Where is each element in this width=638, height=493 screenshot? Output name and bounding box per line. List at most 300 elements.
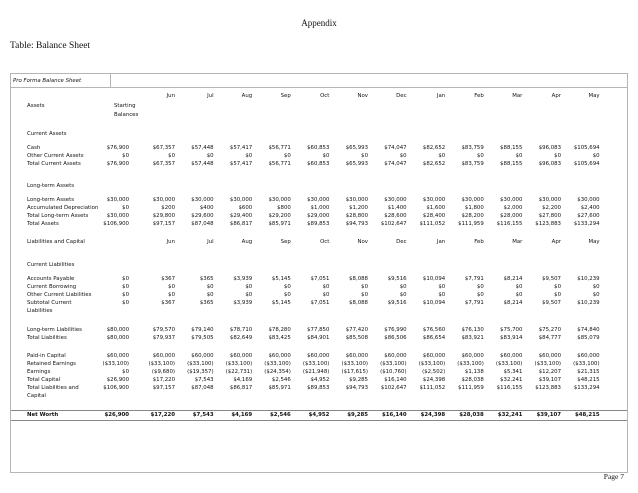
value-cell: $0 [361,153,368,159]
value-cell: $29,400 [229,213,253,219]
value-cell: $67,357 [152,145,175,151]
value-cell: $116,155 [496,385,523,391]
value-cell: $0 [438,284,446,290]
value-cell: ($33,100) [148,361,175,367]
table-row [11,160,627,168]
value-cell: $97,157 [152,221,175,227]
month-header: Aug [241,239,253,245]
value-cell: $82,652 [422,161,446,167]
value-cell: $133,294 [573,221,600,227]
value-cell: $111,052 [419,221,446,227]
value-cell: $0 [168,153,175,159]
value-cell: $85,079 [577,335,600,341]
row-label: Accounts Payable [27,276,75,282]
value-cell: ($9,680) [151,369,175,375]
value-cell: $0 [592,292,600,298]
month-header: Mar [512,239,523,245]
value-cell: $1,600 [426,205,446,211]
value-cell: $8,088 [349,276,368,282]
liabilities-capital-header-label: Liabilities and Capital [27,239,85,245]
value-cell: $0 [168,284,175,290]
value-cell: $367 [161,300,175,306]
value-cell: $24,398 [422,377,446,383]
value-cell: $84,901 [307,335,330,341]
value-cell: $0 [361,284,368,290]
month-header: Jan [436,93,446,99]
value-cell: $0 [476,292,484,298]
month-header: Apr [551,239,561,245]
value-cell: $30,000 [152,197,175,203]
value-cell: $7,051 [310,300,330,306]
value-cell: ($21,948) [302,369,330,375]
value-cell: $60,000 [152,353,175,359]
month-header: May [588,239,600,245]
value-cell: $0 [245,153,253,159]
value-cell: $2,000 [503,205,523,211]
value-cell: $96,083 [538,145,561,151]
value-cell: $60,000 [461,353,484,359]
value-cell: $2,200 [542,205,561,211]
value-cell: $65,993 [345,145,368,151]
row-label-continued: Capital [27,393,46,399]
value-cell: $7,051 [310,276,330,282]
row-label: Cash [27,145,41,151]
value-cell: $9,516 [387,276,407,282]
table-row [11,376,627,384]
value-cell: $0 [399,292,407,298]
value-cell: $123,883 [535,385,561,391]
value-cell: $800 [277,205,291,211]
month-header: Jun [166,239,175,245]
starting-balance-cell: $60,000 [106,353,129,359]
table-row [11,410,627,421]
value-cell: $9,285 [347,412,368,418]
value-cell: $1,138 [464,369,484,375]
value-cell: $5,145 [271,300,291,306]
value-cell: $10,239 [577,276,600,282]
month-header: Oct [320,239,330,245]
value-cell: $57,448 [191,161,214,167]
value-cell: $0 [168,292,175,298]
value-cell: $0 [322,292,330,298]
value-cell: ($33,100) [264,361,291,367]
table-row [11,360,627,368]
value-cell: $0 [476,284,484,290]
table-row [11,326,627,334]
value-cell: ($33,100) [495,361,523,367]
value-cell: $0 [283,292,291,298]
row-label: Total Long-term Assets [27,213,89,219]
starting-balance-cell: $0 [122,153,129,159]
value-cell: $79,140 [191,327,214,333]
row-label: Total Assets [27,221,59,227]
value-cell: $123,883 [535,221,561,227]
value-cell: $0 [361,292,368,298]
value-cell: $8,088 [349,300,368,306]
value-cell: $94,793 [345,385,368,391]
table-row [11,220,627,228]
value-cell: $7,791 [464,276,484,282]
value-cell: $94,793 [345,221,368,227]
value-cell: $28,038 [461,377,484,383]
row-label: Other Current Liabilities [27,292,92,298]
month-header: Dec [396,239,407,245]
value-cell: $1,200 [349,205,368,211]
value-cell: $29,200 [268,213,291,219]
value-cell: $30,000 [500,197,523,203]
value-cell: $400 [199,205,214,211]
current-assets-header-label: Current Assets [27,131,67,137]
value-cell: $0 [322,284,330,290]
value-cell: $60,000 [500,353,523,359]
value-cell: $105,694 [573,145,600,151]
table-row [11,299,627,314]
table-row [11,368,627,376]
value-cell: $102,647 [380,385,407,391]
value-cell: $29,000 [307,213,330,219]
value-cell: $4,169 [233,377,253,383]
value-cell: $0 [245,284,253,290]
starting-balance-cell: $0 [122,300,129,306]
starting-balance-cell: ($33,100) [102,361,129,367]
value-cell: $30,000 [577,197,600,203]
value-cell: $4,169 [231,412,253,418]
row-label: Total Current Assets [27,161,81,167]
table-row [11,334,627,342]
value-cell: $83,921 [461,335,484,341]
value-cell: $1,000 [310,205,330,211]
value-cell: $74,840 [577,327,600,333]
liabilities-capital-header [11,238,627,246]
month-header: Jul [207,93,214,99]
value-cell: $60,000 [577,353,600,359]
value-cell: $1,800 [464,205,484,211]
value-cell: $30,000 [422,197,446,203]
row-label-continued: Liabilities [27,308,53,314]
value-cell: $29,800 [152,213,175,219]
value-cell: $96,083 [538,161,561,167]
value-cell: $116,155 [496,221,523,227]
value-cell: $57,448 [191,145,214,151]
value-cell: $0 [592,284,600,290]
value-cell: $0 [515,292,523,298]
value-cell: $2,400 [580,205,600,211]
value-cell: $0 [438,292,446,298]
starting-balance-cell: $80,000 [106,335,129,341]
row-label: Current Borrowing [27,284,77,290]
month-header: Feb [474,239,484,245]
month-header: Oct [320,93,330,99]
value-cell: $56,771 [268,145,291,151]
current-liabilities-header [11,261,627,269]
row-label: Retained Earnings [27,361,76,367]
value-cell: ($19,357) [187,369,214,375]
row-label: Subtotal Current [27,300,72,306]
value-cell: $28,600 [384,213,407,219]
value-cell: ($33,100) [341,361,368,367]
value-cell: $88,155 [500,145,523,151]
value-cell: $28,038 [459,412,484,418]
assets-header [11,102,627,118]
value-cell: $0 [399,284,407,290]
value-cell: $5,145 [271,276,291,282]
value-cell: $60,000 [191,353,214,359]
value-cell: ($33,100) [225,361,253,367]
value-cell: $0 [283,153,291,159]
value-cell: $60,000 [384,353,407,359]
value-cell: $77,850 [307,327,330,333]
table-row [11,204,627,212]
month-header: Mar [512,93,523,99]
value-cell: $7,543 [192,412,214,418]
month-header: Apr [551,93,561,99]
value-cell: ($2,502) [422,369,446,375]
value-cell: $76,990 [384,327,407,333]
value-cell: $10,094 [422,300,446,306]
value-cell: $32,241 [497,412,523,418]
value-cell: $78,710 [229,327,253,333]
value-cell: $365 [199,300,214,306]
value-cell: $67,357 [152,161,175,167]
starting-balance-cell: $0 [122,276,129,282]
value-cell: $30,000 [538,197,561,203]
value-cell: $84,777 [538,335,561,341]
value-cell: $86,817 [229,385,253,391]
starting-balance-cell: $26,900 [104,412,129,418]
value-cell: $8,214 [503,300,523,306]
value-cell: $48,215 [577,377,600,383]
value-cell: $65,993 [345,161,368,167]
value-cell: $30,000 [229,197,253,203]
table-row [11,291,627,299]
value-cell: $30,000 [307,197,330,203]
value-cell: $30,000 [268,197,291,203]
value-cell: $0 [554,292,561,298]
frame-title-text: Pro Forma Balance Sheet [13,78,82,84]
value-cell: ($33,100) [418,361,446,367]
value-cell: $30,000 [191,197,214,203]
value-cell: $367 [161,276,175,282]
starting-balance-cell: $30,000 [106,213,129,219]
frame-title [11,74,627,88]
value-cell: $77,420 [345,327,368,333]
months-header-row [11,92,627,100]
value-cell: $56,771 [268,161,291,167]
value-cell: $0 [515,153,523,159]
value-cell: $0 [206,153,214,159]
table-row [11,384,627,399]
row-label: Other Current Assets [27,153,84,159]
value-cell: $82,652 [422,145,446,151]
value-cell: $89,853 [307,221,330,227]
value-cell: $39,107 [536,412,561,418]
value-cell: $78,280 [268,327,291,333]
value-cell: $16,140 [384,377,407,383]
value-cell: $88,155 [500,161,523,167]
table-row [11,352,627,360]
value-cell: $9,516 [387,300,407,306]
value-cell: $12,207 [538,369,561,375]
value-cell: $89,853 [307,385,330,391]
value-cell: $30,000 [345,197,368,203]
value-cell: $0 [245,292,253,298]
value-cell: $9,285 [349,377,368,383]
value-cell: $48,215 [575,412,600,418]
current-liabilities-header-label: Current Liabilities [27,262,75,268]
value-cell: $111,959 [458,385,484,391]
row-label: Net Worth [27,412,59,418]
value-cell: $10,094 [422,276,446,282]
value-cell: $365 [199,276,214,282]
month-header: Aug [241,93,253,99]
value-cell: $79,505 [191,335,214,341]
value-cell: $85,971 [268,385,291,391]
value-cell: $97,157 [152,385,175,391]
value-cell: $21,315 [577,369,600,375]
value-cell: ($24,354) [264,369,291,375]
value-cell: $75,700 [500,327,523,333]
row-label: Long-term Assets [27,197,75,203]
value-cell: ($33,100) [380,361,407,367]
value-cell: $10,239 [577,300,600,306]
value-cell: $17,220 [152,377,175,383]
value-cell: $28,000 [500,213,523,219]
value-cell: $0 [592,153,600,159]
starting-balances-label: Balances [114,112,139,118]
value-cell: $28,400 [422,213,446,219]
value-cell: $60,000 [538,353,561,359]
value-cell: $27,800 [538,213,561,219]
value-cell: $111,959 [458,221,484,227]
value-cell: $0 [476,153,484,159]
value-cell: ($33,100) [187,361,214,367]
table-row [11,152,627,160]
value-cell: $83,914 [500,335,523,341]
month-header: Nov [357,93,368,99]
value-cell: $76,130 [461,327,484,333]
value-cell: $82,649 [229,335,253,341]
month-header: Jan [436,239,446,245]
month-header: Jun [166,93,175,99]
month-header: Nov [357,239,368,245]
current-assets-header [11,130,627,138]
value-cell: $74,047 [384,161,407,167]
table-row [11,144,627,152]
value-cell: $0 [206,292,214,298]
value-cell: $83,759 [461,145,484,151]
starting-balance-cell: $0 [122,284,129,290]
row-label: Paid-in Capital [27,353,66,359]
starting-balance-cell: $0 [122,369,129,375]
row-label: Total Liabilities [27,335,67,341]
value-cell: $86,817 [229,221,253,227]
table-row [11,196,627,204]
value-cell: $200 [161,205,175,211]
value-cell: $8,214 [503,276,523,282]
row-label: Earnings [27,369,51,375]
page-number: Page 7 [603,472,624,481]
value-cell: $28,200 [461,213,484,219]
value-cell: $16,140 [382,412,407,418]
value-cell: $60,000 [422,353,446,359]
starting-balances-label: Starting [114,103,136,109]
value-cell: $32,241 [500,377,523,383]
value-cell: $60,853 [307,145,330,151]
starting-balance-cell: $76,900 [106,145,129,151]
appendix-heading: Appendix [301,18,337,28]
value-cell: $39,107 [538,377,561,383]
starting-balance-cell: $30,000 [106,197,129,203]
value-cell: $7,543 [194,377,214,383]
value-cell: $5,341 [503,369,523,375]
table-row [11,275,627,283]
value-cell: $2,546 [271,377,291,383]
starting-balance-cell: $80,000 [106,327,129,333]
value-cell: $0 [206,284,214,290]
value-cell: $0 [554,284,561,290]
starting-balance-cell: $0 [122,292,129,298]
value-cell: $87,048 [191,385,214,391]
value-cell: $105,694 [573,161,600,167]
starting-balance-cell: $0 [122,205,129,211]
long-term-assets-header-label: Long-term Assets [27,183,75,189]
balance-sheet-table [10,73,628,473]
starting-balance-cell: $76,900 [106,161,129,167]
value-cell: $0 [322,153,330,159]
value-cell: $60,853 [307,161,330,167]
value-cell: $57,417 [229,161,253,167]
value-cell: $29,600 [191,213,214,219]
value-cell: ($22,731) [225,369,253,375]
value-cell: $1,400 [387,205,407,211]
value-cell: $9,507 [542,276,561,282]
starting-balance-cell: $106,900 [103,385,129,391]
value-cell: $7,791 [464,300,484,306]
month-header: Sep [280,93,291,99]
value-cell: $4,952 [310,377,330,383]
value-cell: $27,600 [577,213,600,219]
value-cell: $83,759 [461,161,484,167]
row-label: Accumulated Depreciation [27,205,99,211]
value-cell: $30,000 [461,197,484,203]
value-cell: $60,000 [307,353,330,359]
value-cell: ($33,100) [457,361,484,367]
row-label: Long-term Liabilities [27,327,82,333]
value-cell: $28,800 [345,213,368,219]
value-cell: $79,570 [152,327,175,333]
value-cell: $24,398 [420,412,446,418]
value-cell: $87,048 [191,221,214,227]
value-cell: $111,052 [419,385,446,391]
value-cell: $3,939 [233,300,253,306]
month-header: Jul [207,239,214,245]
value-cell: $3,939 [233,276,253,282]
value-cell: ($33,100) [534,361,561,367]
value-cell: $0 [554,153,561,159]
frame-title-divider [110,74,111,88]
table-row [11,283,627,291]
value-cell: $0 [515,284,523,290]
value-cell: $0 [283,284,291,290]
month-header: Sep [280,239,291,245]
value-cell: $30,000 [384,197,407,203]
value-cell: $75,270 [538,327,561,333]
month-header: May [588,93,600,99]
value-cell: $76,560 [422,327,446,333]
value-cell: $600 [238,205,253,211]
value-cell: $17,220 [150,412,175,418]
assets-header-label: Assets [27,103,45,109]
